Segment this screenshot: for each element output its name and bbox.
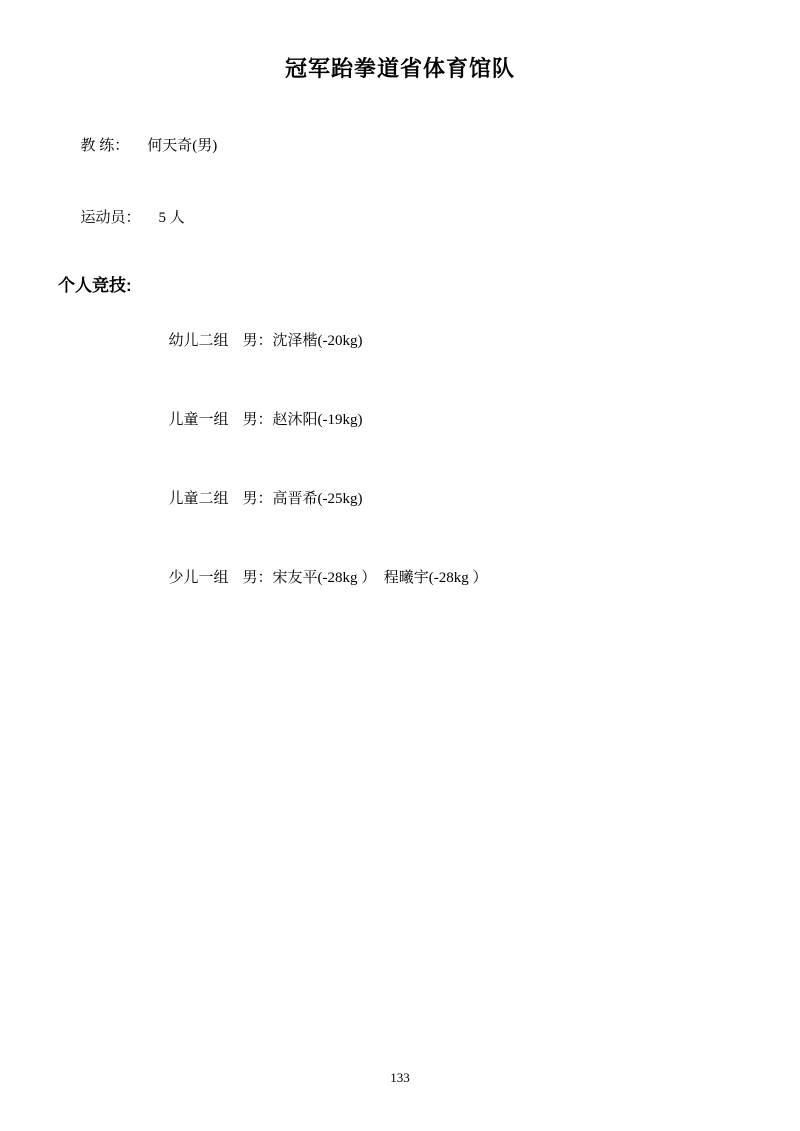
coach-value: 何天奇(男) (147, 138, 218, 154)
entry-athletes: 高晋希(-25kg) (272, 491, 363, 507)
entry-list (0, 312, 800, 604)
entry-gender: 男： (242, 570, 273, 586)
entry-gender: 男： (242, 412, 273, 428)
meta-row-coach (58, 119, 800, 173)
athlete-count-label: 运动员： (80, 210, 141, 226)
entry-athletes: 宋友平(-28kg ） 程曦宇(-28kg ） (272, 570, 488, 586)
list-item (146, 470, 800, 525)
entry-group: 儿童一组 (168, 412, 229, 428)
entry-group: 幼儿二组 (168, 333, 229, 349)
entry-athletes: 沈泽楷(-20kg) (272, 333, 363, 349)
list-item (146, 312, 800, 367)
page-number: 133 (390, 1070, 410, 1085)
entry-group: 少儿一组 (168, 570, 229, 586)
coach-label: 教 练： (80, 138, 130, 154)
entry-athletes: 赵沐阳(-19kg) (272, 412, 363, 428)
entry-gender: 男： (242, 333, 273, 349)
team-meta-block (0, 119, 800, 245)
section-heading-individual: 个人竞技: (58, 276, 132, 295)
entry-gender: 男： (242, 491, 273, 507)
entry-group: 儿童二组 (168, 491, 229, 507)
list-item (146, 549, 800, 604)
page-title: 冠军跆拳道省体育馆队 (284, 56, 515, 81)
list-item (146, 391, 800, 446)
meta-row-athlete-count (58, 191, 800, 245)
athlete-count-value: 5 人 (158, 210, 185, 226)
